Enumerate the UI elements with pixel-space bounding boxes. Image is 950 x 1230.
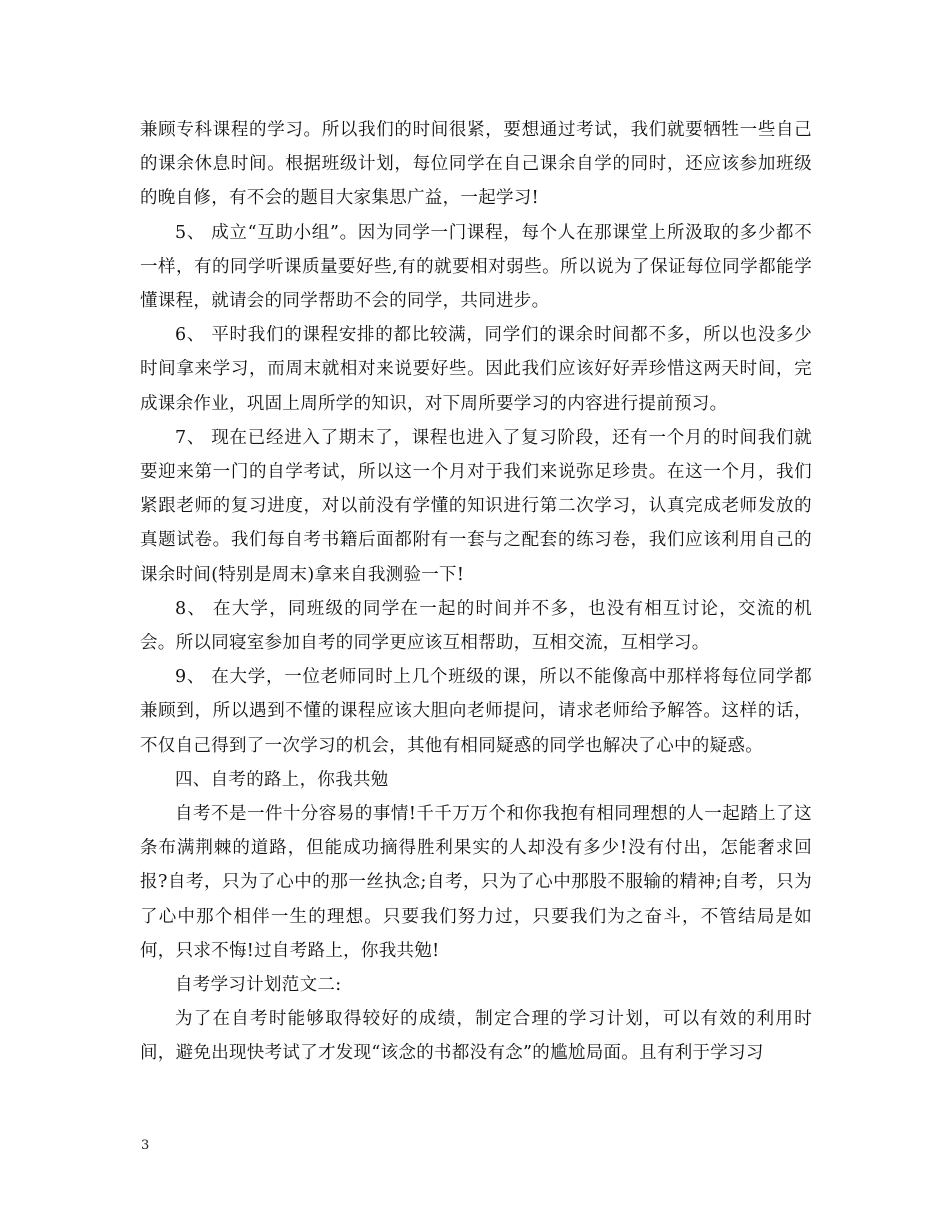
document-body — [140, 113, 812, 1071]
page-number: 3 — [141, 1138, 150, 1153]
paragraph-item-6: 6、 平时我们的课程安排的都比较满，同学们的课余时间都不多，所以也没多少时间拿来学习，而周末就相对来说要好些。因此我们应该好好弄珍惜这两天时间，完成课余作业，巩固上周所学的知识，对下周所要学习的内容进行提前预习。 — [140, 325, 812, 414]
paragraph-item-9: 9、 在大学，一位老师同时上几个班级的课，所以不能像高中那样将每位同学都兼顾到，所以遇到不懂的课程应该大胆向老师提问，请求老师给予解答。这样的话，不仅自己得到了一次学习的机会，其他有相同疑惑的同学也解决了心中的疑惑。 — [140, 667, 812, 756]
paragraph-item-8: 8、 在大学，同班级的同学在一起的时间并不多，也没有相互讨论，交流的机会。所以同寝室参加自考的同学更应该互相帮助，互相交流，互相学习。 — [140, 598, 812, 654]
sample-two-heading: 自考学习计划范文二: — [175, 975, 342, 996]
paragraph-item-7: 7、 现在已经进入了期末了，课程也进入了复习阶段，还有一个月的时间我们就要迎来第一门的自学考试，所以这一个月对于我们来说弥足珍贵。在这一个月，我们紧跟老师的复习进度，对以前没有学懂的知识进行第二次学习，认真完成老师发放的真题试卷。我们每自考书籍后面都附有一套与之配套的练习卷，我们应该利用自己的课余时间(特别是周末)拿来自我测验一下! — [140, 427, 812, 585]
paragraph-1: 兼顾专科课程的学习。所以我们的时间很紧，要想通过考试，我们就要牺牲一些自己的课余休息时间。根据班级计划，每位同学在自己课余自学的同时，还应该参加班级的晚自修，有不会的题目大家集思广益，一起学习! — [140, 120, 812, 209]
paragraph-sample-two-intro: 为了在自考时能够取得较好的成绩，制定合理的学习计划，可以有效的利用时间，避免出现快考试了才发现“该念的书都没有念”的尴尬局面。且有利于学习习 — [140, 1009, 812, 1064]
paragraph-item-5: 5、 成立“互助小组”。因为同学一门课程，每个人在那课堂上所汲取的多少都不一样，有的同学听课质量要好些,有的就要相对弱些。所以说为了保证每位同学都能学懂课程，就请会的同学帮助不会的同学，共同进步。 — [140, 222, 812, 312]
section-heading: 四、自考的路上，你我共勉 — [175, 769, 389, 790]
paragraph-encouragement: 自考不是一件十分容易的事情!千千万万个和你我抱有相同理想的人一起踏上了这条布满荆棘的道路，但能成功摘得胜利果实的人却没有多少!没有付出，怎能奢求回报?自考，只为了心中的那一丝执念;自考，只为了心中那股不服输的精神;自考，只为了心中那个相伴一生的理想。只要我们努力过，只要我们为之奋斗，不管结局是如何，只求不悔!过自考路上，你我共勉! — [140, 804, 812, 961]
